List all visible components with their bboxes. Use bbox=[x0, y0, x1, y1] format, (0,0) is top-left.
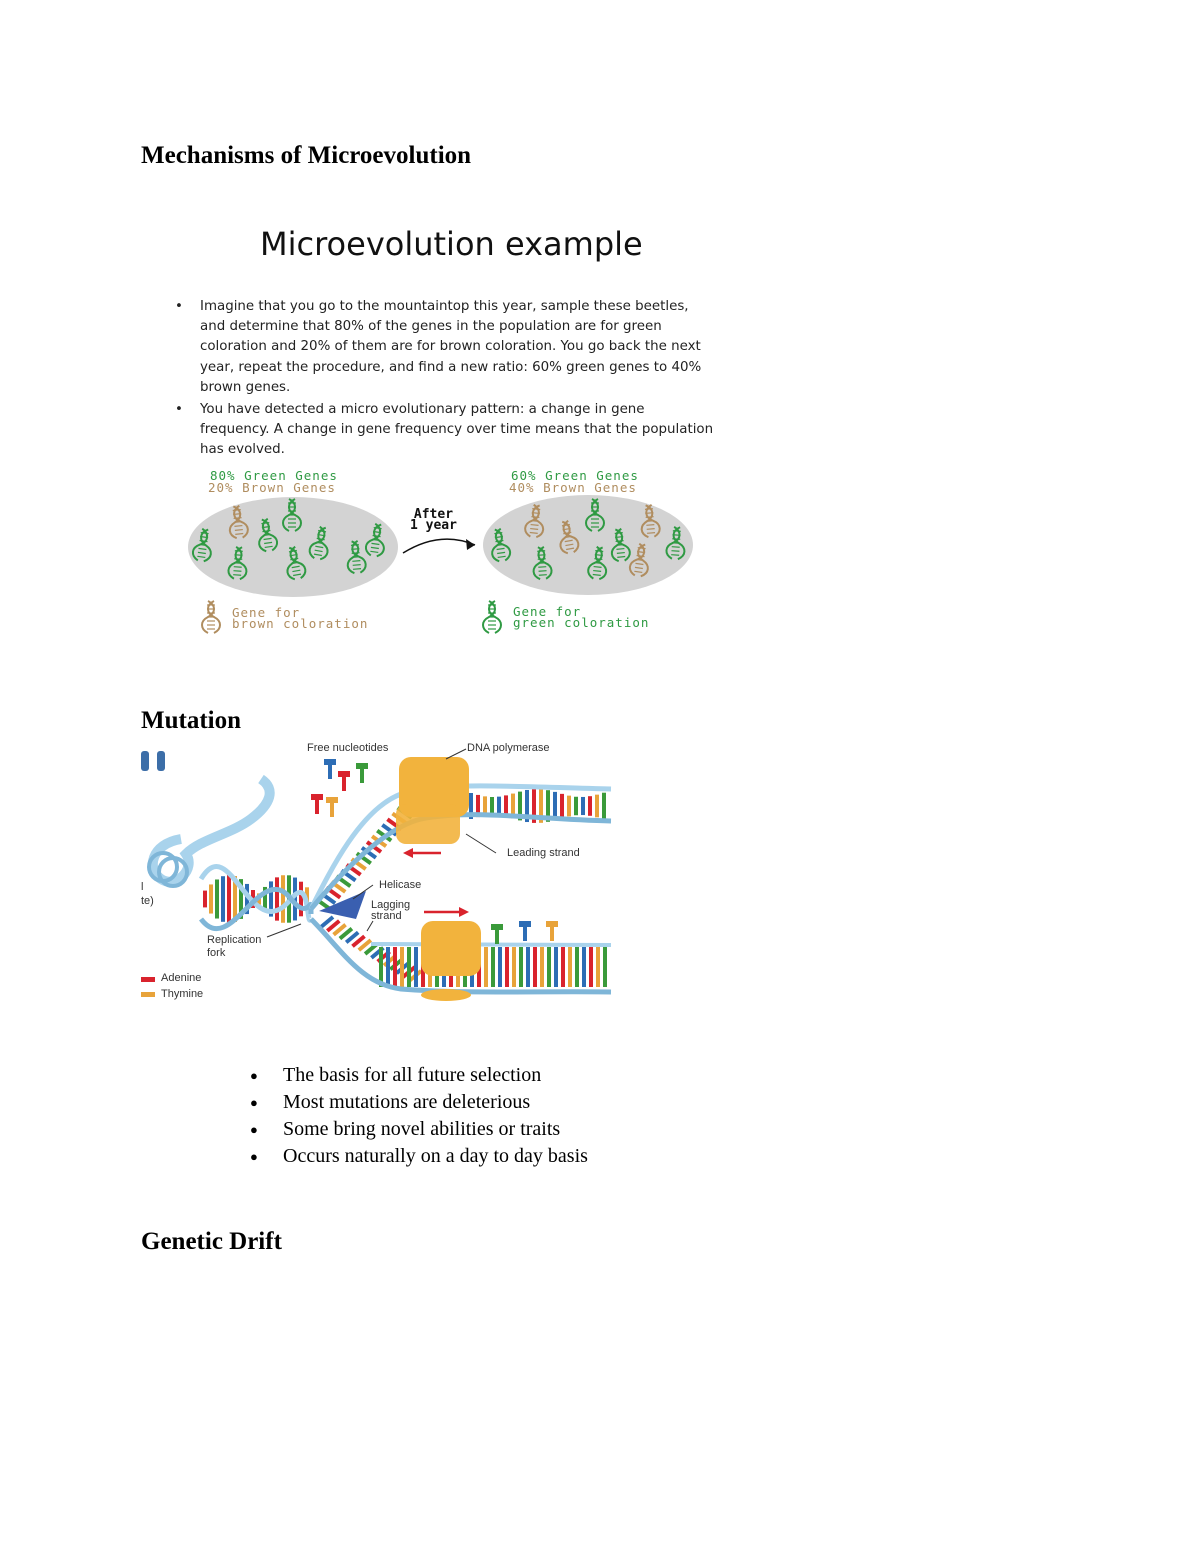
after-line-2: 1 year bbox=[410, 518, 457, 533]
gene-icon bbox=[483, 601, 501, 633]
leading-strand-label: Leading strand bbox=[507, 847, 580, 859]
dna-polymerase-bottom-foot bbox=[421, 989, 471, 1001]
right-green-label: 60% Green Genes bbox=[511, 468, 639, 483]
lagging-backbone bbox=[371, 944, 611, 945]
adenine-swatch bbox=[141, 977, 155, 982]
thymine-swatch bbox=[141, 992, 155, 997]
after-one-year-label bbox=[410, 509, 457, 531]
dna-polymerase-bottom bbox=[421, 921, 481, 976]
gene-icon bbox=[202, 601, 220, 633]
replication-fork-line-1: Replication bbox=[207, 934, 262, 946]
dna-polymerase-label: DNA polymerase bbox=[467, 742, 550, 754]
list-item: ● Occurs naturally on a day to day basis bbox=[283, 1143, 588, 1170]
slide-bullet: • You have detected a micro evolutionary pattern: a change in gene frequency. A change in gene frequency over time means that the population has evolved. bbox=[170, 400, 715, 461]
free-nucleotide bbox=[324, 759, 336, 779]
edge-fragment: te) bbox=[141, 895, 154, 907]
dna-replication-figure bbox=[141, 742, 611, 1000]
thymine-label: Thymine bbox=[161, 988, 204, 1000]
document-title: Mechanisms of Microevolution bbox=[141, 142, 472, 169]
lagging-line-2: strand bbox=[371, 910, 402, 922]
right-brown-label: 40% Brown Genes bbox=[509, 480, 637, 495]
genetic-drift-heading: Genetic Drift bbox=[141, 1228, 282, 1255]
edge-fragment: l bbox=[141, 881, 144, 893]
adenine-label: Adenine bbox=[161, 972, 202, 984]
lagging-line-1: Lagging bbox=[371, 899, 411, 911]
slide-bullet: • Imagine that you go to the mountaintop this year, sample these beetles, and determine that 80% of the genes in the population are for green coloration and 20% of them are for brown coloration. You go back the next year, repeat the procedure, and find a new ratio: 60% green genes to 40% brown genes. bbox=[170, 297, 715, 398]
population-oval-after bbox=[483, 495, 693, 595]
free-nucleotide bbox=[311, 794, 323, 814]
direction-arrowhead bbox=[459, 907, 469, 917]
mutation-heading: Mutation bbox=[141, 707, 241, 734]
lagging-strand-label bbox=[371, 900, 410, 922]
microevolution-slide-image bbox=[170, 215, 730, 645]
after-arrow bbox=[403, 539, 475, 553]
label-leader bbox=[466, 834, 496, 853]
replication-fork-label bbox=[207, 934, 261, 960]
legend-brown-line-2: brown coloration bbox=[232, 616, 369, 631]
list-item: ● Most mutations are deleterious bbox=[283, 1089, 588, 1116]
left-brown-label: 20% Brown Genes bbox=[208, 480, 336, 495]
free-nucleotide bbox=[546, 921, 558, 941]
mutation-bullet-list bbox=[283, 1062, 588, 1170]
label-leader bbox=[367, 921, 373, 931]
after-line-1: After bbox=[413, 507, 454, 522]
chromosome-end bbox=[157, 751, 165, 771]
replication-fork-line-2: fork bbox=[207, 947, 226, 959]
list-item: ● Some bring novel abilities or traits bbox=[283, 1116, 588, 1143]
left-green-label: 80% Green Genes bbox=[210, 468, 338, 483]
dna-polymerase-top-lower bbox=[396, 804, 460, 844]
label-leader bbox=[267, 924, 301, 937]
legend-green-line-1: Gene for bbox=[513, 604, 582, 619]
free-nucleotide bbox=[519, 921, 531, 941]
legend-green-line-2: green coloration bbox=[513, 615, 650, 630]
direction-arrowhead bbox=[403, 848, 413, 858]
free-nucleotide bbox=[326, 797, 338, 817]
free-nucleotide bbox=[338, 771, 350, 791]
slide-title: Microevolution example bbox=[260, 225, 643, 263]
free-nucleotide bbox=[356, 763, 368, 783]
after-arrow-head bbox=[466, 539, 475, 550]
free-nucleotide bbox=[491, 924, 503, 944]
chromosome-end bbox=[141, 751, 149, 771]
helicase-label: Helicase bbox=[379, 879, 422, 891]
slide-bullets bbox=[170, 297, 715, 463]
free-nucleotides-label: Free nucleotides bbox=[307, 742, 389, 754]
legend-brown-line-1: Gene for bbox=[232, 605, 301, 620]
list-item: ● The basis for all future selection bbox=[283, 1062, 588, 1089]
